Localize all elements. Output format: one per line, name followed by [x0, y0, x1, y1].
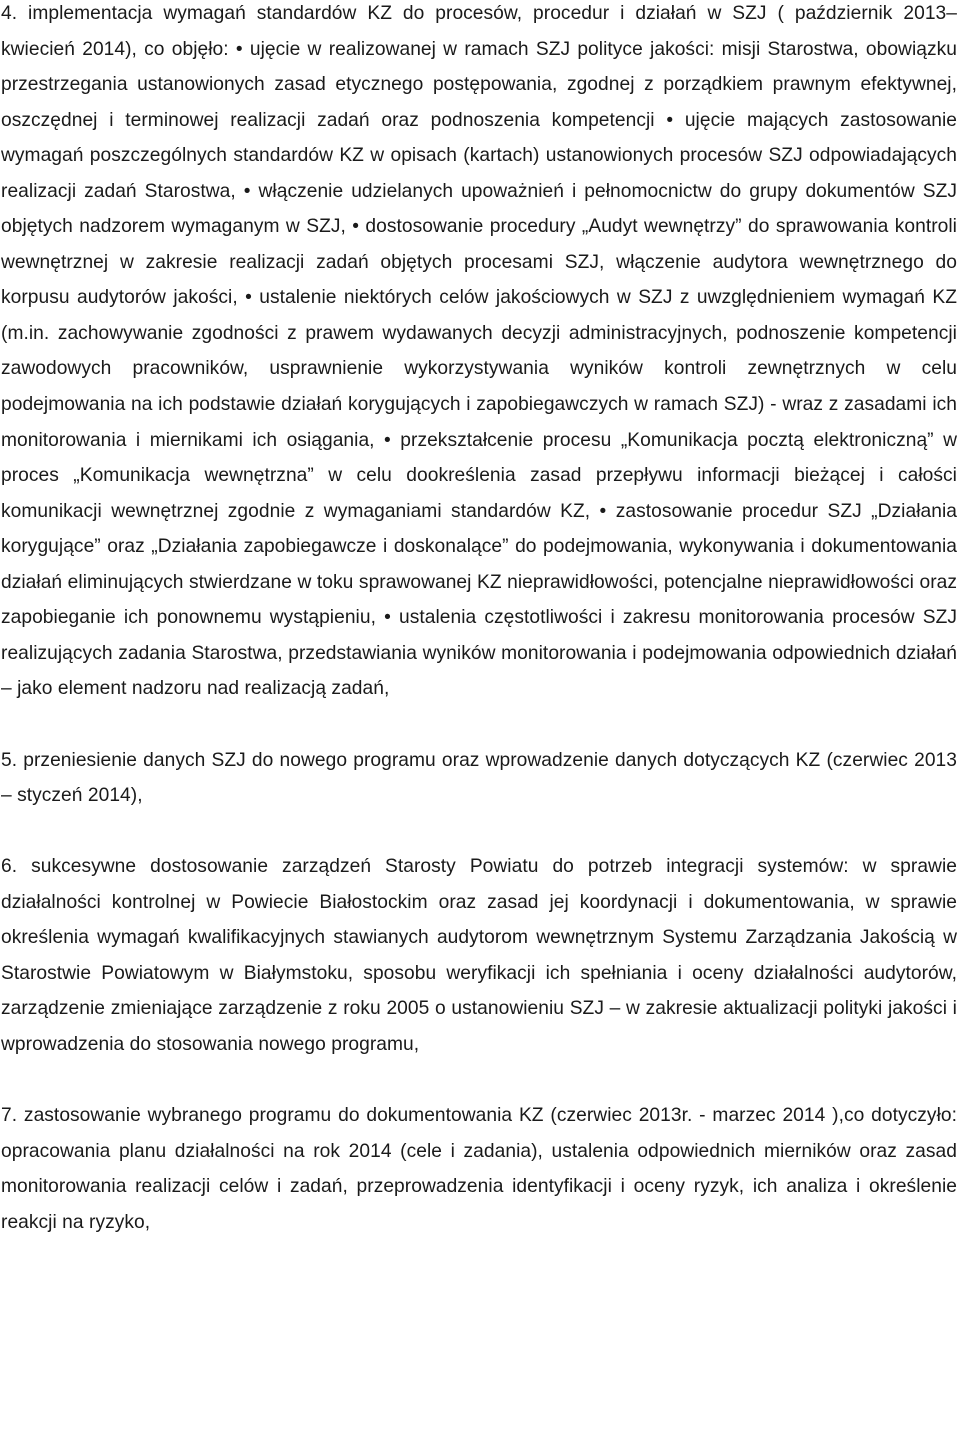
paragraph-item-7: 7. zastosowanie wybranego programu do dokumentowania KZ (czerwiec 2013r. - marzec 2014 ),co dotyczyło: opracowania planu działalności na rok 2014 (cele i zadania), ustalenia odpowiednich mierników oraz zasad monitorowania realizacji celów i zadań, przeprowadzenia identyfikacji i oceny ryzyk, ich analiza i określenie reakcji na ryzyko, [1, 1105, 957, 1233]
paragraph-item-6: 6. sukcesywne dostosowanie zarządzeń Starosty Powiatu do potrzeb integracji systemów: w sprawie działalności kontrolnej w Powiecie Białostockim oraz zasad jej koordynacji i dokumentowania, w sprawie określenia wymagań kwalifikacyjnych stawianych audytorom wewnętrznym Systemu Zarządzania Jakością w Starostwie Powiatowym w Białymstoku, sposobu weryfikacji ich spełniania i oceny działalności audytorów, zarządzenie zmieniające zarządzenie z roku 2005 o ustanowieniu SZJ – w zakresie aktualizacji polityki jakości i wprowadzenia do stosowania nowego programu, [1, 856, 957, 1055]
paragraph-item-5: 5. przeniesienie danych SZJ do nowego programu oraz wprowadzenie danych dotyczących KZ (czerwiec 2013 – styczeń 2014), [1, 749, 957, 807]
paragraph-item-4: 4. implementacja wymagań standardów KZ do procesów, procedur i działań w SZJ ( październik 2013– kwiecień 2014), co objęło: • ujęcie w realizowanej w ramach SZJ polityce jakości: misji Starostwa, obowiązku przestrzegania ustanowionych zasad etycznego postępowania, zgodnej z porządkiem prawnym efektywnej, oszczędnej i terminowej realizacji zadań oraz podnoszenia kompetencji • ujęcie mających zastosowanie wymagań poszczególnych standardów KZ w opisach (kartach) ustanowionych procesów SZJ odpowiadających realizacji zadań Starostwa, • włączenie udzielanych upoważnień i pełnomocnictw do grupy dokumentów SZJ objętych nadzorem wymaganym w SZJ, • dostosowanie procedury „Audyt wewnętrzy” do sprawowania kontroli wewnętrznej w zakresie realizacji zadań objętych procesami SZJ, włączenie audytora wewnętrznego do korpusu audytorów jakości, • ustalenie niektórych celów jakościowych w SZJ z uwzględnieniem wymagań KZ (m.in. zachowywanie zgodności z prawem wydawanych decyzji administracyjnych, podnoszenie kompetencji zawodowych pracowników, usprawnienie wykorzystywania wyników kontroli zewnętrznych w celu podejmowania na ich podstawie działań korygujących i zapobiegawczych w ramach SZJ) - wraz z zasadami ich monitorowania i miernikami ich osiągania, • przekształcenie procesu „Komunikacja pocztą elektroniczną” w proces „Komunikacja wewnętrzna” w celu dookreślenia zasad przepływu informacji bieżącej i całości komunikacji wewnętrznej zgodnie z wymaganiami standardów KZ, • zastosowanie procedur SZJ „Działania korygujące” oraz „Działania zapobiegawcze i doskonalące” do podejmowania, wykonywania i dokumentowania działań eliminujących stwierdzane w toku sprawowanej KZ nieprawidłowości, potencjalne nieprawidłowości oraz zapobieganie ich ponownemu wystąpieniu, • ustalenia częstotliwości i zakresu monitorowania procesów SZJ realizujących zadania Starostwa, przedstawiania wyników monitorowania i podejmowania odpowiednich działań – jako element nadzoru nad realizacją zadań, [1, 3, 957, 700]
